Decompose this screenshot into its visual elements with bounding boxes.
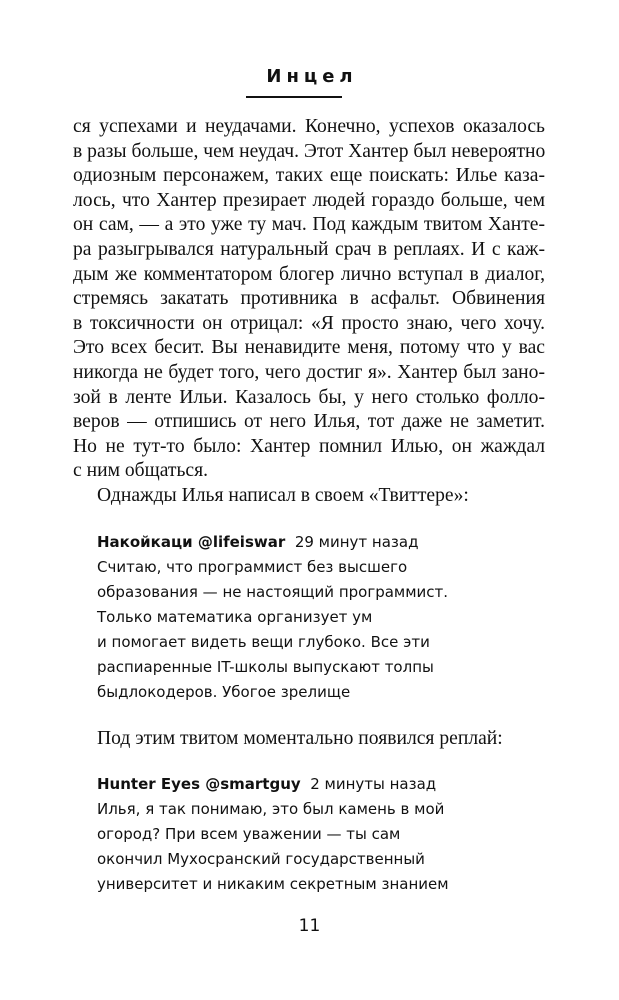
tweet-header — [97, 530, 537, 555]
paragraph-intro-reply: Под этим твитом моментально появился реплай: — [97, 728, 503, 749]
tweet-text-line: огород? При всем уважении — ты сам — [97, 825, 401, 843]
text-line: одиозным персонажем, таких еще поискать: Илье каза- — [73, 165, 545, 187]
text-line: ра разыгрывался натуральный срач в реплаях. И с каж- — [73, 238, 545, 260]
text-line: Но не тут-то было: Хантер помнил Илью, он жаждал — [73, 435, 545, 457]
tweet-text-line: университет и никаким секретным знанием — [97, 875, 449, 893]
text-line: в разы больше, чем неудач. Этот Хантер был невероятно — [73, 140, 546, 162]
tweet-header — [97, 772, 537, 797]
text-line: стремясь закатать противника в асфальт. Обвинения — [73, 288, 545, 310]
tweet-text-line: Считаю, что программист без высшего — [97, 558, 408, 576]
text-line: зой в ленте Ильи. Казалось бы, у него столько фолло- — [73, 386, 545, 408]
text-line: ся успехами и неудачами. Конечно, успехов оказалось — [73, 116, 545, 137]
tweet-text-line: Илья, я так понимаю, это был камень в мой — [97, 800, 445, 818]
text-line: Это всех бесит. Вы ненавидите меня, потому что у вас — [73, 337, 545, 359]
text-line: он сам, — а это уже ту мач. Под каждым твитом Ханте- — [73, 214, 545, 236]
running-header: Инцел — [266, 66, 358, 87]
tweet-author: Hunter Eyes @smartguy — [97, 775, 301, 793]
tweet-time: 29 минут назад — [294, 533, 419, 551]
tweet-text-line: окончил Мухосранский государственный — [97, 850, 425, 868]
tweet-text-line: образования — не настоящий программист. — [97, 583, 449, 601]
tweet-block-lifeiswar — [97, 530, 537, 705]
header-rule — [246, 96, 342, 98]
text-line: никогда не будет того, чего достиг я». Хантер был зано- — [73, 361, 545, 383]
text-line: в токсичности он отрицал: «Я просто знаю, чего хочу. — [73, 312, 545, 334]
tweet-text-line: распиаренные IT-школы выпускают толпы — [97, 658, 434, 676]
tweet-text-line: быдлокодеров. Убогое зрелище — [97, 683, 351, 701]
tweet-block-smartguy — [97, 772, 537, 897]
paragraph-main — [73, 115, 545, 484]
text-line: веров — отпишись от него Илья, тот даже не заметит. — [73, 411, 545, 433]
text-line: дым же комментатором блогер лично вступал в диалог, — [73, 263, 545, 285]
page-number: 11 — [298, 916, 321, 936]
tweet-author: Накойкаци @lifeiswar — [97, 533, 286, 551]
tweet-time: 2 минуты назад — [310, 775, 437, 793]
tweet-text-line: Только математика организует ум — [97, 608, 373, 626]
text-line: с ним общаться. — [73, 460, 209, 482]
text-line: лось, что Хантер презирает людей гораздо больше, чем — [73, 189, 545, 211]
paragraph-intro-tweet: Однажды Илья написал в своем «Твиттере»: — [97, 485, 469, 506]
tweet-text-line: и помогает видеть вещи глубоко. Все эти — [97, 633, 430, 651]
